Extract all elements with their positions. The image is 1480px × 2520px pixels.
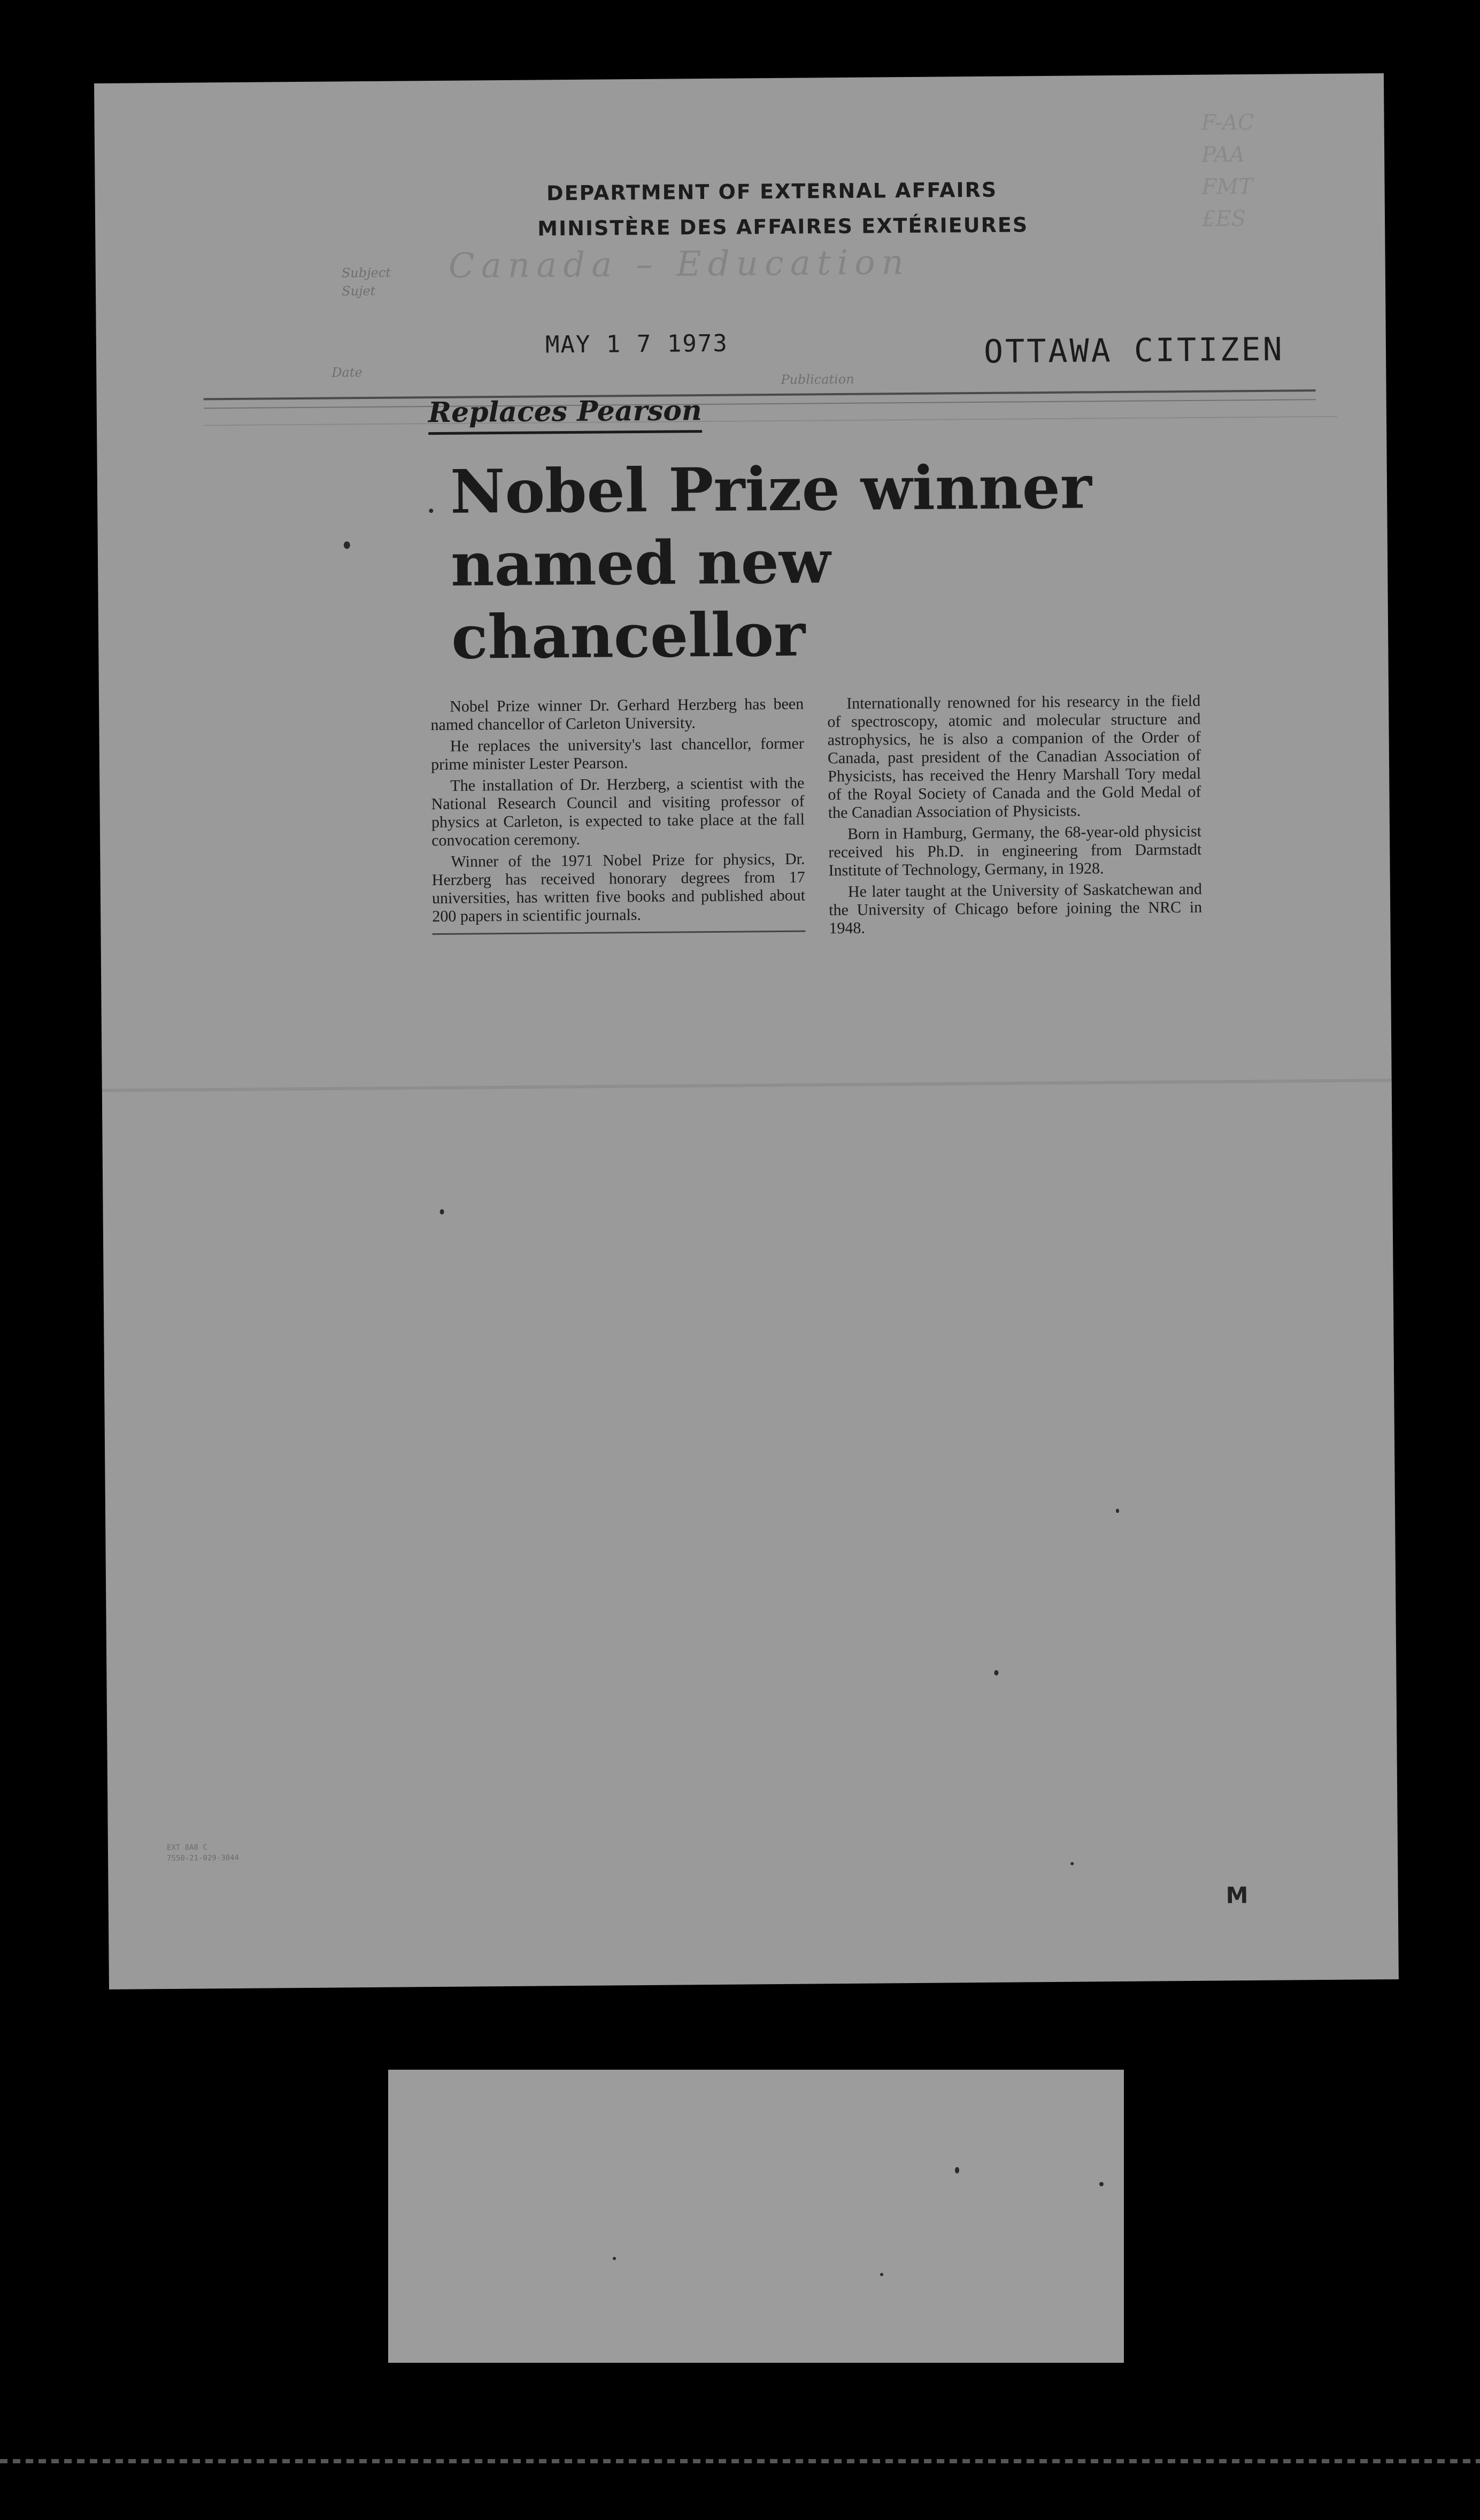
article-column-right xyxy=(827,692,1202,941)
publication-stamp: OTTAWA CITIZEN xyxy=(983,331,1284,371)
corner-mark: M xyxy=(1225,1882,1248,1909)
date-label: Date xyxy=(332,365,363,380)
subject-label-fr: Sujet xyxy=(341,283,376,299)
margin-note-line: PAA xyxy=(1201,142,1245,167)
article-paragraph: Born in Hamburg, Germany, the 68-year-old physicist received his Ph.D. in engineering from Darmstadt Institute of Technology, Germany, in 1928. xyxy=(828,822,1202,880)
article-body xyxy=(430,692,1202,944)
margin-note-line: £ES xyxy=(1201,206,1246,232)
print-code-line: 7550-21-029-3044 xyxy=(167,1853,239,1863)
film-speck xyxy=(880,2273,883,2276)
article-paragraph: Winner of the 1971 Nobel Prize for physics, Dr. Herzberg has received honorary degrees from 17 universities, has written five books and published about 200 papers in scientific journals. xyxy=(431,850,806,926)
film-speck xyxy=(613,2257,616,2260)
film-speck xyxy=(440,1209,444,1215)
margin-note-line: FMT xyxy=(1201,174,1253,199)
column-end-rule xyxy=(433,931,806,935)
film-speck xyxy=(1099,2182,1104,2186)
film-speck xyxy=(994,1670,998,1676)
form-header xyxy=(95,175,1385,244)
film-speck xyxy=(1116,1509,1119,1513)
department-name-en: DEPARTMENT OF EXTERNAL AFFAIRS xyxy=(546,178,998,205)
date-stamp: MAY 1 7 1973 xyxy=(545,329,728,359)
article-paragraph: The installation of Dr. Herzberg, a scientist with the National Research Council and visiting professor of physics at Carleton, is expected to take place at the fall convocation ceremony. xyxy=(431,774,805,850)
article-column-left xyxy=(430,695,806,944)
headline-line-2: named new chancellor xyxy=(450,527,831,673)
print-code-line: EXT 8A8 C xyxy=(166,1843,207,1853)
clipping-form-sheet xyxy=(94,73,1399,1989)
film-speck xyxy=(429,509,433,513)
article-paragraph: Internationally renowned for his researcy in the field of spectroscopy, atomic and molecular structure and astrophysics, he is also a companion of the Order of Canada, past president of the Canadian Association of Physicists, has received the Henry Marshall Tory medal of the Royal Society of Canada and the Gold Medal of the Canadian Association of Physicists. xyxy=(827,692,1201,822)
film-speck xyxy=(1070,1862,1074,1865)
article-paragraph: Nobel Prize winner Dr. Gerhard Herzberg has been named chancellor of Carleton University. xyxy=(430,695,804,734)
newspaper-clipping xyxy=(428,390,1202,944)
headline-line-1: Nobel Prize winner xyxy=(450,452,1092,527)
department-name-fr: MINISTÈRE DES AFFAIRES EXTÉRIEURES xyxy=(537,213,1029,241)
article-paragraph: He replaces the university's last chancellor, former prime minister Lester Pearson. xyxy=(430,734,804,774)
subject-handwritten: Canada – Education xyxy=(448,243,911,286)
film-speck xyxy=(955,2167,959,2173)
margin-note-line: F-AC xyxy=(1201,110,1254,135)
article-kicker: Replaces Pearson xyxy=(428,394,702,435)
article-headline xyxy=(428,450,1200,674)
form-print-code xyxy=(167,1842,239,1864)
film-speck xyxy=(344,541,350,549)
film-edge-perforation xyxy=(0,2459,1480,2463)
blank-film-frame xyxy=(388,2070,1124,2363)
publication-label: Publication xyxy=(781,371,854,387)
article-paragraph: He later taught at the University of Saskatchewan and the University of Chicago before joining the NRC in 1948. xyxy=(829,880,1202,938)
subject-label-en: Subject xyxy=(341,265,391,281)
handwritten-margin-note xyxy=(1201,106,1255,235)
